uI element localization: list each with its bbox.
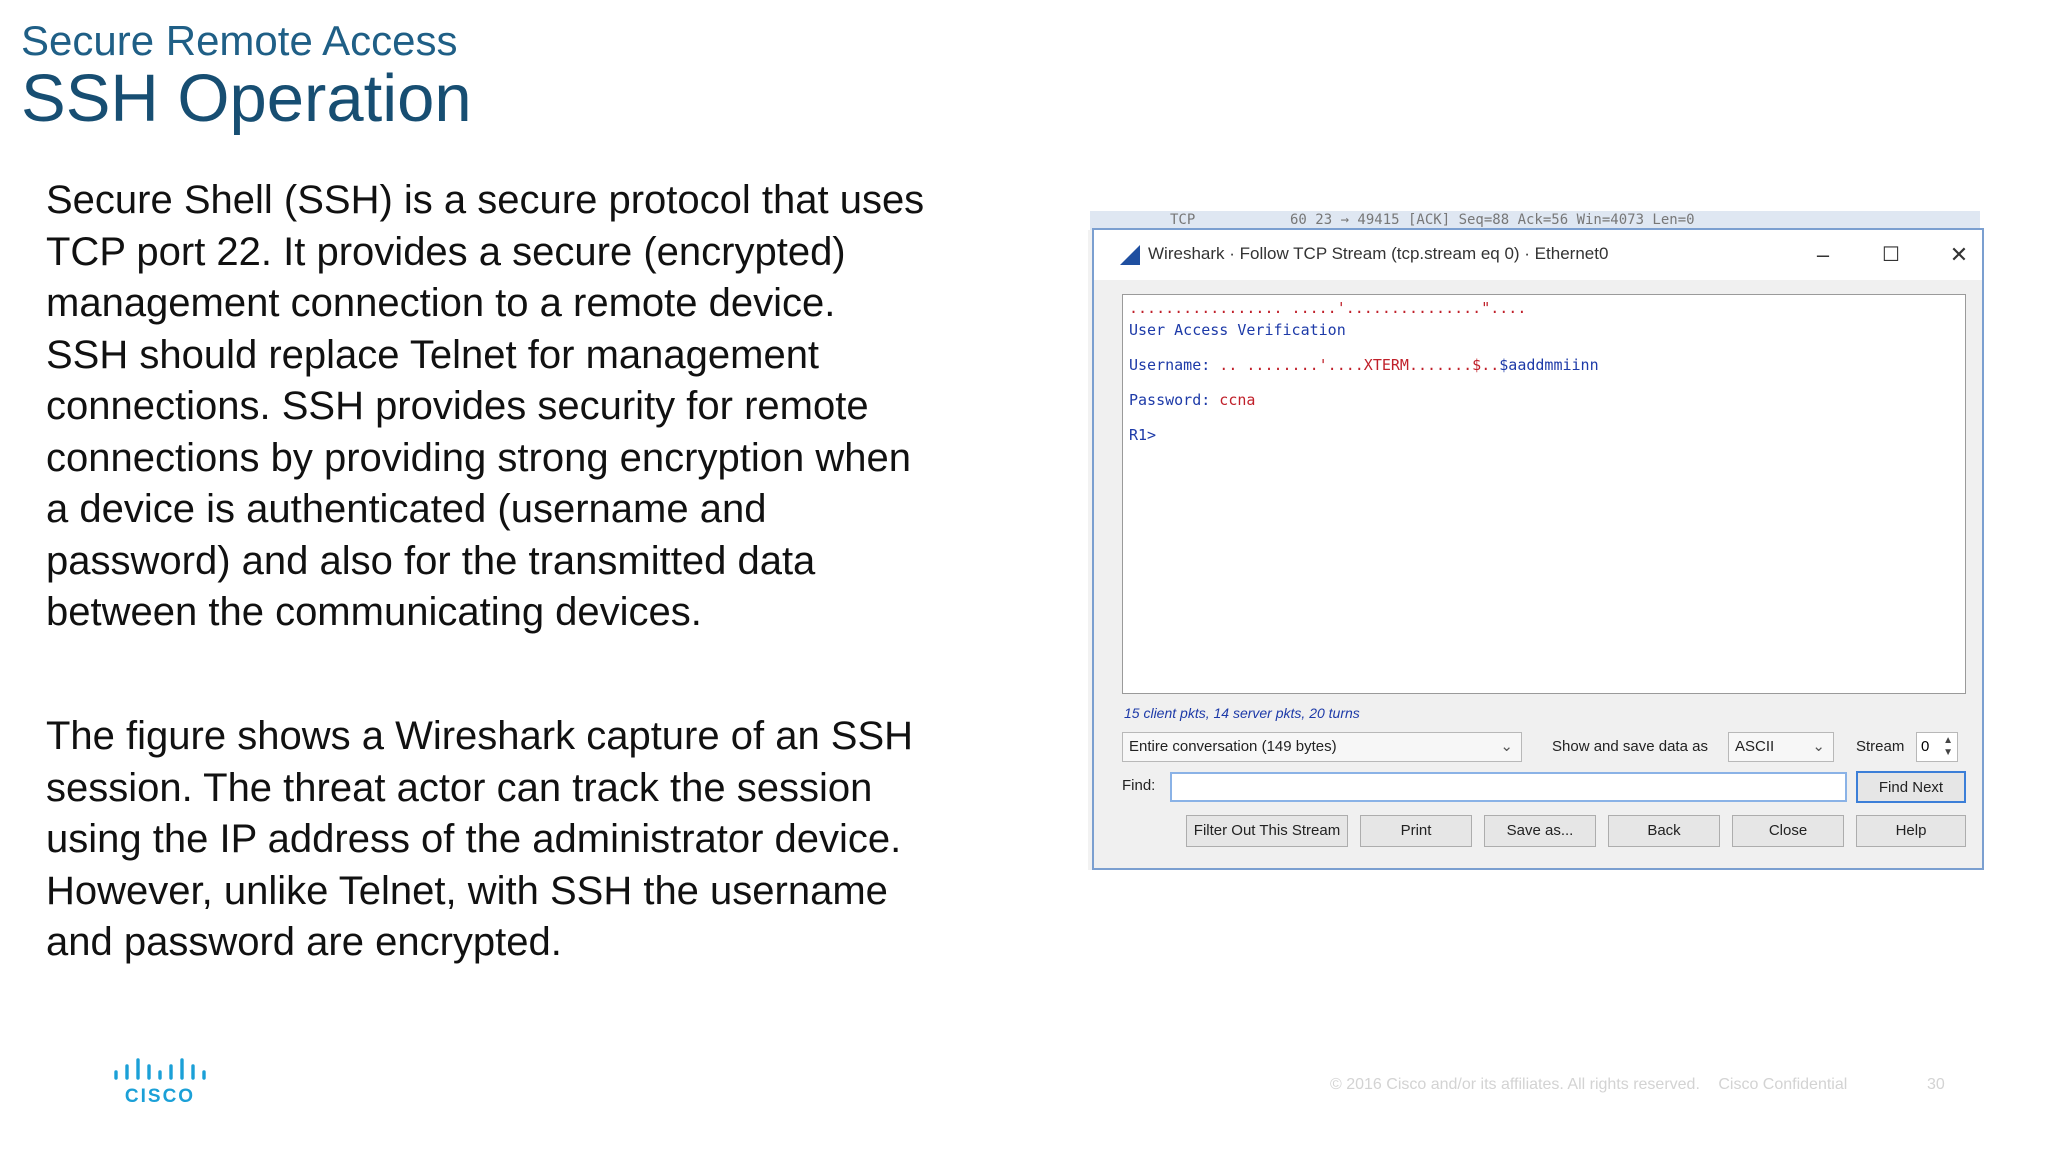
stream-label: Stream <box>1856 738 1905 755</box>
back-button[interactable]: Back <box>1608 815 1720 847</box>
packet-protocol: TCP <box>1170 212 1196 228</box>
conversation-select-value: Entire conversation (149 bytes) <box>1129 738 1337 755</box>
close-icon[interactable]: ✕ <box>1949 242 1969 267</box>
text-line: and password are encrypted. <box>46 920 562 964</box>
section-title: Secure Remote Access <box>21 17 458 64</box>
stream-line: ................. .....'...............".... <box>1129 299 1527 317</box>
text-line: The figure shows a Wireshark capture of an SSH <box>46 714 914 758</box>
text-line: SSH should replace Telnet for management <box>46 332 820 377</box>
text-line: session. The threat actor can track the session <box>46 765 873 810</box>
username-value: $aaddmmiinn <box>1499 356 1599 374</box>
text-line: password) and also for the transmitted data <box>46 538 816 583</box>
chevron-down-icon: ⌄ <box>1812 738 1825 755</box>
footer-legal <box>1330 1076 1861 1094</box>
packet-stats: 15 client pkts, 14 server pkts, 20 turns <box>1124 705 1360 721</box>
text-line: management connection to a remote device. <box>46 281 836 325</box>
stream-prompt: R1> <box>1129 426 1157 444</box>
stream-content-area[interactable] <box>1122 294 1966 694</box>
stream-number-spinner[interactable] <box>1916 732 1958 762</box>
save-as-button[interactable]: Save as... <box>1484 815 1596 847</box>
text-line: a device is authenticated (username and <box>46 487 767 531</box>
print-button[interactable]: Print <box>1360 815 1472 847</box>
page-number: 30 <box>1927 1076 1945 1093</box>
cisco-bridge-icon <box>110 1058 210 1108</box>
data-format-select[interactable] <box>1728 732 1834 762</box>
packet-info: 60 23 → 49415 [ACK] Seq=88 Ack=56 Win=4073 Len=0 <box>1290 212 1695 228</box>
body-paragraph-2 <box>46 711 1026 969</box>
slide-title: SSH Operation <box>21 61 472 136</box>
find-input[interactable] <box>1170 772 1847 802</box>
conversation-select[interactable] <box>1122 732 1522 762</box>
stream-number-value: 0 <box>1921 738 1930 755</box>
text-line: connections by providing strong encryption when <box>46 435 911 480</box>
window-title: Wireshark · Follow TCP Stream (tcp.stream eq 0) · Ethernet0 <box>1148 244 1609 263</box>
password-value: ccna <box>1210 391 1256 409</box>
maximize-icon[interactable]: ☐ <box>1882 244 1900 266</box>
find-label: Find: <box>1122 777 1156 794</box>
stream-password-line <box>1129 391 1255 409</box>
logo-wordmark: CISCO <box>124 1086 196 1107</box>
confidential-text: Cisco Confidential <box>1718 1076 1848 1093</box>
password-label: Password: <box>1129 391 1211 409</box>
window-titlebar <box>1094 230 1982 280</box>
stream-username-line <box>1129 356 1599 374</box>
text-line: connections. SSH provides security for remote <box>46 384 869 428</box>
username-junk: .. ........'....XTERM.......$.. <box>1210 356 1500 374</box>
wireshark-fin-icon <box>1120 245 1140 265</box>
show-data-label: Show and save data as <box>1552 738 1708 755</box>
chevron-down-icon: ⌄ <box>1500 738 1513 755</box>
text-line: between the communicating devices. <box>46 590 702 634</box>
spinner-arrows-icon[interactable]: ▲ ▼ <box>1943 735 1953 758</box>
cisco-logo <box>110 1058 210 1108</box>
stream-line: User Access Verification <box>1129 321 1346 339</box>
text-line: However, unlike Telnet, with SSH the username <box>46 868 888 913</box>
filter-out-stream-button[interactable]: Filter Out This Stream <box>1186 815 1348 847</box>
data-format-value: ASCII <box>1735 738 1775 755</box>
body-paragraph-1 <box>46 175 1026 639</box>
copyright-text: © 2016 Cisco and/or its affiliates. All rights reserved. <box>1330 1076 1700 1093</box>
text-line: TCP port 22. It provides a secure (encrypted) <box>46 229 846 274</box>
help-button[interactable]: Help <box>1856 815 1966 847</box>
close-button[interactable]: Close <box>1732 815 1844 847</box>
minimize-icon[interactable]: – <box>1816 242 1830 267</box>
username-label: Username: <box>1129 356 1211 374</box>
find-next-button[interactable]: Find Next <box>1856 771 1966 803</box>
text-line: Secure Shell (SSH) is a secure protocol that uses <box>46 178 925 222</box>
follow-tcp-stream-window <box>1092 228 1984 870</box>
text-line: using the IP address of the administrator device. <box>46 817 902 861</box>
